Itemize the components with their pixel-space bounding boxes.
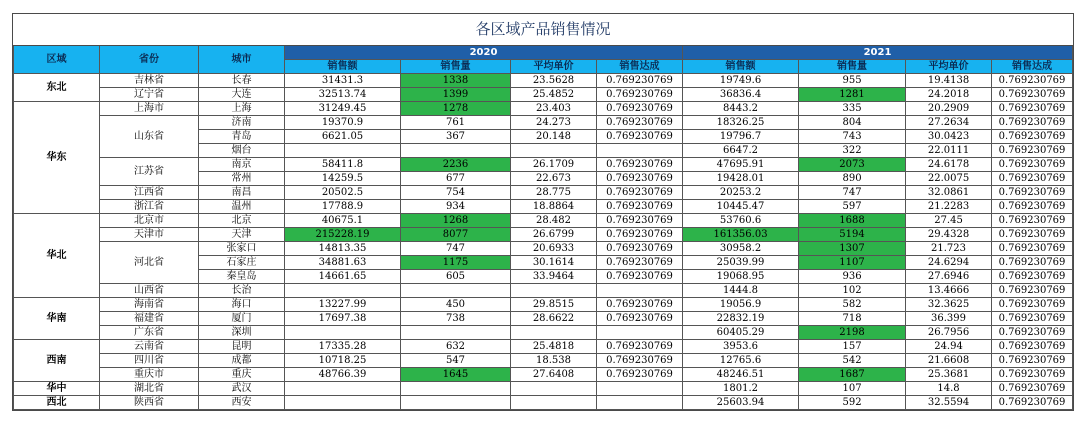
table-row <box>14 116 1073 130</box>
qty-cell-y2020: 934 <box>401 200 511 214</box>
city-cell: 武汉 <box>199 382 285 396</box>
sales-cell-y2021: 10445.47 <box>683 200 799 214</box>
table-row <box>14 88 1073 102</box>
qty-cell-y2021: 955 <box>799 74 906 88</box>
sales-cell-y2021: 19749.6 <box>683 74 799 88</box>
header-year-2021: 2021 <box>683 46 1073 60</box>
table-row <box>14 368 1073 382</box>
rate-cell-y2020: 0.769230769 <box>597 172 683 186</box>
city-cell: 温州 <box>199 200 285 214</box>
city-cell: 昆明 <box>199 340 285 354</box>
rate-cell-y2021: 0.769230769 <box>992 158 1073 172</box>
rate-cell-y2020: 0.769230769 <box>597 298 683 312</box>
qty-cell-y2021: 322 <box>799 144 906 158</box>
rate-cell-y2021: 0.769230769 <box>992 340 1073 354</box>
province-cell: 山西省 <box>100 284 199 298</box>
province-cell: 北京市 <box>100 214 199 228</box>
price-cell-y2021: 13.4666 <box>906 284 992 298</box>
price-cell-y2021: 25.3681 <box>906 368 992 382</box>
sales-cell-y2021: 1801.2 <box>683 382 799 396</box>
city-cell: 张家口 <box>199 242 285 256</box>
province-cell: 云南省 <box>100 340 199 354</box>
rate-cell-y2020: 0.769230769 <box>597 368 683 382</box>
sales-cell-y2021: 60405.29 <box>683 326 799 340</box>
rate-cell-y2020: 0.769230769 <box>597 312 683 326</box>
rate-cell-y2020: 0.769230769 <box>597 158 683 172</box>
sales-cell-y2021: 18326.25 <box>683 116 799 130</box>
qty-cell-y2020 <box>401 284 511 298</box>
table-row <box>14 382 1073 396</box>
province-cell: 江西省 <box>100 186 199 200</box>
qty-cell-y2021: 592 <box>799 396 906 410</box>
rate-cell-y2020: 0.769230769 <box>597 74 683 88</box>
price-cell-y2021: 30.0423 <box>906 130 992 144</box>
qty-cell-y2021: 582 <box>799 298 906 312</box>
table-row <box>14 74 1073 88</box>
price-cell-y2021: 22.0111 <box>906 144 992 158</box>
qty-cell-y2021: 804 <box>799 116 906 130</box>
price-cell-y2020: 25.4852 <box>511 88 597 102</box>
sales-cell-y2020: 58411.8 <box>285 158 401 172</box>
price-cell-y2020: 33.9464 <box>511 270 597 284</box>
sales-cell-y2020: 34881.63 <box>285 256 401 270</box>
rate-cell-y2020: 0.769230769 <box>597 116 683 130</box>
sales-cell-y2020: 40675.1 <box>285 214 401 228</box>
price-cell-y2021: 14.8 <box>906 382 992 396</box>
rate-cell-y2020: 0.769230769 <box>597 200 683 214</box>
price-cell-y2021: 26.7956 <box>906 326 992 340</box>
rate-cell-y2020: 0.769230769 <box>597 186 683 200</box>
province-cell: 重庆市 <box>100 368 199 382</box>
city-cell: 上海 <box>199 102 285 116</box>
rate-cell-y2021: 0.769230769 <box>992 242 1073 256</box>
sales-cell-y2021: 20253.2 <box>683 186 799 200</box>
sales-cell-y2020 <box>285 396 401 410</box>
sales-cell-y2021: 161356.03 <box>683 228 799 242</box>
table-row <box>14 354 1073 368</box>
qty-cell-y2020: 1268 <box>401 214 511 228</box>
sales-report <box>12 13 1074 411</box>
sales-cell-y2020 <box>285 382 401 396</box>
price-cell-y2021: 24.2018 <box>906 88 992 102</box>
sales-cell-y2020 <box>285 284 401 298</box>
sales-cell-y2021: 22832.19 <box>683 312 799 326</box>
price-cell-y2021: 36.399 <box>906 312 992 326</box>
rate-cell-y2021: 0.769230769 <box>992 200 1073 214</box>
rate-cell-y2020: 0.769230769 <box>597 88 683 102</box>
sales-cell-y2021: 1444.8 <box>683 284 799 298</box>
price-cell-y2020: 23.5628 <box>511 74 597 88</box>
province-cell: 陕西省 <box>100 396 199 410</box>
city-cell: 大连 <box>199 88 285 102</box>
qty-cell-y2021: 890 <box>799 172 906 186</box>
table-row <box>14 396 1073 410</box>
header-year-2020: 2020 <box>285 46 683 60</box>
qty-cell-y2020 <box>401 144 511 158</box>
province-cell: 湖北省 <box>100 382 199 396</box>
rate-cell-y2021: 0.769230769 <box>992 144 1073 158</box>
sales-cell-y2021: 12765.6 <box>683 354 799 368</box>
price-cell-y2021: 29.4328 <box>906 228 992 242</box>
sales-cell-y2020: 14259.5 <box>285 172 401 186</box>
qty-cell-y2020: 1338 <box>401 74 511 88</box>
city-cell: 南京 <box>199 158 285 172</box>
price-cell-y2021: 19.4138 <box>906 74 992 88</box>
region-cell: 西南 <box>14 340 100 382</box>
table-row <box>14 312 1073 326</box>
qty-cell-y2020: 761 <box>401 116 511 130</box>
header-2020-price: 平均单价 <box>511 60 597 74</box>
qty-cell-y2021: 747 <box>799 186 906 200</box>
sales-cell-y2020: 31249.45 <box>285 102 401 116</box>
province-cell: 江苏省 <box>100 158 199 186</box>
sales-cell-y2021: 19796.7 <box>683 130 799 144</box>
price-cell-y2021: 20.2909 <box>906 102 992 116</box>
price-cell-y2021: 32.3625 <box>906 298 992 312</box>
qty-cell-y2021: 1307 <box>799 242 906 256</box>
price-cell-y2020: 18.538 <box>511 354 597 368</box>
rate-cell-y2020: 0.769230769 <box>597 214 683 228</box>
price-cell-y2021: 24.6294 <box>906 256 992 270</box>
price-cell-y2020: 25.4818 <box>511 340 597 354</box>
qty-cell-y2021: 1281 <box>799 88 906 102</box>
city-cell: 青岛 <box>199 130 285 144</box>
qty-cell-y2020: 450 <box>401 298 511 312</box>
table-body <box>14 74 1073 410</box>
price-cell-y2020: 26.1709 <box>511 158 597 172</box>
province-cell: 上海市 <box>100 102 199 116</box>
qty-cell-y2021: 107 <box>799 382 906 396</box>
qty-cell-y2021: 1688 <box>799 214 906 228</box>
sales-cell-y2020: 48766.39 <box>285 368 401 382</box>
sales-cell-y2020: 10718.25 <box>285 354 401 368</box>
region-cell: 西北 <box>14 396 100 410</box>
table-row <box>14 158 1073 172</box>
qty-cell-y2020: 747 <box>401 242 511 256</box>
price-cell-y2020: 30.1614 <box>511 256 597 270</box>
region-cell: 华东 <box>14 102 100 214</box>
province-cell: 吉林省 <box>100 74 199 88</box>
city-cell: 南昌 <box>199 186 285 200</box>
rate-cell-y2021: 0.769230769 <box>992 74 1073 88</box>
table-row <box>14 326 1073 340</box>
header-2021-qty: 销售量 <box>799 60 906 74</box>
city-cell: 厦门 <box>199 312 285 326</box>
region-cell: 华北 <box>14 214 100 298</box>
qty-cell-y2021: 1687 <box>799 368 906 382</box>
region-cell: 东北 <box>14 74 100 102</box>
rate-cell-y2021: 0.769230769 <box>992 368 1073 382</box>
price-cell-y2020: 28.775 <box>511 186 597 200</box>
sales-table <box>13 46 1073 410</box>
rate-cell-y2021: 0.769230769 <box>992 298 1073 312</box>
sales-cell-y2021: 3953.6 <box>683 340 799 354</box>
qty-cell-y2021: 936 <box>799 270 906 284</box>
city-cell: 济南 <box>199 116 285 130</box>
qty-cell-y2020: 1645 <box>401 368 511 382</box>
qty-cell-y2021: 597 <box>799 200 906 214</box>
price-cell-y2020 <box>511 382 597 396</box>
qty-cell-y2020: 8077 <box>401 228 511 242</box>
city-cell: 长治 <box>199 284 285 298</box>
sales-cell-y2021: 53760.6 <box>683 214 799 228</box>
sales-cell-y2021: 25603.94 <box>683 396 799 410</box>
sales-cell-y2021: 47695.91 <box>683 158 799 172</box>
price-cell-y2020: 23.403 <box>511 102 597 116</box>
qty-cell-y2021: 335 <box>799 102 906 116</box>
price-cell-y2020: 18.8864 <box>511 200 597 214</box>
qty-cell-y2021: 718 <box>799 312 906 326</box>
city-cell: 深圳 <box>199 326 285 340</box>
city-cell: 海口 <box>199 298 285 312</box>
qty-cell-y2021: 542 <box>799 354 906 368</box>
rate-cell-y2020 <box>597 326 683 340</box>
sales-cell-y2020: 14813.35 <box>285 242 401 256</box>
city-cell: 石家庄 <box>199 256 285 270</box>
city-cell: 成都 <box>199 354 285 368</box>
price-cell-y2021: 32.5594 <box>906 396 992 410</box>
header-city: 城市 <box>199 46 285 74</box>
header-province: 省份 <box>100 46 199 74</box>
city-cell: 重庆 <box>199 368 285 382</box>
price-cell-y2021: 21.6608 <box>906 354 992 368</box>
sales-cell-y2021: 36836.4 <box>683 88 799 102</box>
sales-cell-y2020 <box>285 144 401 158</box>
rate-cell-y2021: 0.769230769 <box>992 228 1073 242</box>
header-region: 区域 <box>14 46 100 74</box>
region-cell: 华中 <box>14 382 100 396</box>
rate-cell-y2021: 0.769230769 <box>992 172 1073 186</box>
sales-cell-y2021: 19428.01 <box>683 172 799 186</box>
price-cell-y2020: 28.482 <box>511 214 597 228</box>
province-cell: 广东省 <box>100 326 199 340</box>
table-row <box>14 200 1073 214</box>
qty-cell-y2020: 1175 <box>401 256 511 270</box>
rate-cell-y2021: 0.769230769 <box>992 312 1073 326</box>
city-cell: 常州 <box>199 172 285 186</box>
sales-cell-y2021: 6647.2 <box>683 144 799 158</box>
qty-cell-y2021: 102 <box>799 284 906 298</box>
price-cell-y2021: 21.723 <box>906 242 992 256</box>
region-cell: 华南 <box>14 298 100 340</box>
qty-cell-y2020: 738 <box>401 312 511 326</box>
qty-cell-y2020: 367 <box>401 130 511 144</box>
province-cell: 天津市 <box>100 228 199 242</box>
table-row <box>14 214 1073 228</box>
price-cell-y2020: 24.273 <box>511 116 597 130</box>
header-2021-sales: 销售额 <box>683 60 799 74</box>
rate-cell-y2021: 0.769230769 <box>992 88 1073 102</box>
rate-cell-y2021: 0.769230769 <box>992 186 1073 200</box>
qty-cell-y2020 <box>401 396 511 410</box>
rate-cell-y2020 <box>597 144 683 158</box>
price-cell-y2021: 22.0075 <box>906 172 992 186</box>
sales-cell-y2020: 215228.19 <box>285 228 401 242</box>
table-row <box>14 340 1073 354</box>
price-cell-y2020: 28.6622 <box>511 312 597 326</box>
province-cell: 四川省 <box>100 354 199 368</box>
rate-cell-y2021: 0.769230769 <box>992 396 1073 410</box>
qty-cell-y2020: 2236 <box>401 158 511 172</box>
sales-cell-y2020: 31431.3 <box>285 74 401 88</box>
qty-cell-y2021: 2073 <box>799 158 906 172</box>
qty-cell-y2020 <box>401 382 511 396</box>
province-cell: 海南省 <box>100 298 199 312</box>
rate-cell-y2020: 0.769230769 <box>597 228 683 242</box>
price-cell-y2020: 26.6799 <box>511 228 597 242</box>
table-row <box>14 228 1073 242</box>
price-cell-y2021: 27.6946 <box>906 270 992 284</box>
rate-cell-y2020 <box>597 382 683 396</box>
sales-cell-y2020: 14661.65 <box>285 270 401 284</box>
province-cell: 福建省 <box>100 312 199 326</box>
table-row <box>14 298 1073 312</box>
qty-cell-y2020: 1399 <box>401 88 511 102</box>
qty-cell-y2021: 157 <box>799 340 906 354</box>
rate-cell-y2020 <box>597 284 683 298</box>
price-cell-y2020 <box>511 396 597 410</box>
qty-cell-y2020: 754 <box>401 186 511 200</box>
sales-cell-y2020: 17697.38 <box>285 312 401 326</box>
rate-cell-y2020: 0.769230769 <box>597 270 683 284</box>
sales-cell-y2020: 13227.99 <box>285 298 401 312</box>
rate-cell-y2021: 0.769230769 <box>992 130 1073 144</box>
price-cell-y2021: 21.2283 <box>906 200 992 214</box>
qty-cell-y2021: 2198 <box>799 326 906 340</box>
city-cell: 烟台 <box>199 144 285 158</box>
qty-cell-y2020: 1278 <box>401 102 511 116</box>
city-cell: 西安 <box>199 396 285 410</box>
rate-cell-y2021: 0.769230769 <box>992 102 1073 116</box>
qty-cell-y2021: 5194 <box>799 228 906 242</box>
rate-cell-y2020: 0.769230769 <box>597 354 683 368</box>
price-cell-y2021: 27.2634 <box>906 116 992 130</box>
price-cell-y2020: 27.6408 <box>511 368 597 382</box>
rate-cell-y2020 <box>597 396 683 410</box>
price-cell-y2020 <box>511 284 597 298</box>
qty-cell-y2021: 743 <box>799 130 906 144</box>
city-cell: 北京 <box>199 214 285 228</box>
price-cell-y2020: 20.6933 <box>511 242 597 256</box>
city-cell: 天津 <box>199 228 285 242</box>
price-cell-y2021: 24.6178 <box>906 158 992 172</box>
qty-cell-y2021: 1107 <box>799 256 906 270</box>
rate-cell-y2021: 0.769230769 <box>992 256 1073 270</box>
rate-cell-y2021: 0.769230769 <box>992 382 1073 396</box>
qty-cell-y2020: 547 <box>401 354 511 368</box>
price-cell-y2020 <box>511 326 597 340</box>
province-cell: 浙江省 <box>100 200 199 214</box>
rate-cell-y2021: 0.769230769 <box>992 284 1073 298</box>
rate-cell-y2021: 0.769230769 <box>992 270 1073 284</box>
report-title: 各区域产品销售情况 <box>13 14 1073 46</box>
rate-cell-y2021: 0.769230769 <box>992 116 1073 130</box>
sales-cell-y2020: 17335.28 <box>285 340 401 354</box>
rate-cell-y2020: 0.769230769 <box>597 102 683 116</box>
price-cell-y2021: 24.94 <box>906 340 992 354</box>
province-cell: 辽宁省 <box>100 88 199 102</box>
price-cell-y2021: 32.0861 <box>906 186 992 200</box>
rate-cell-y2020: 0.769230769 <box>597 242 683 256</box>
rate-cell-y2020: 0.769230769 <box>597 256 683 270</box>
rate-cell-y2021: 0.769230769 <box>992 214 1073 228</box>
rate-cell-y2020: 0.769230769 <box>597 130 683 144</box>
sales-cell-y2020: 19370.9 <box>285 116 401 130</box>
rate-cell-y2021: 0.769230769 <box>992 326 1073 340</box>
sales-cell-y2021: 30958.2 <box>683 242 799 256</box>
sales-cell-y2020 <box>285 326 401 340</box>
qty-cell-y2020 <box>401 326 511 340</box>
sales-cell-y2021: 48246.51 <box>683 368 799 382</box>
qty-cell-y2020: 632 <box>401 340 511 354</box>
price-cell-y2020: 22.673 <box>511 172 597 186</box>
sales-cell-y2021: 19056.9 <box>683 298 799 312</box>
header-2021-price: 平均单价 <box>906 60 992 74</box>
sales-cell-y2021: 25039.99 <box>683 256 799 270</box>
header-2021-rate: 销售达成 <box>992 60 1073 74</box>
city-cell: 秦皇岛 <box>199 270 285 284</box>
table-row <box>14 102 1073 116</box>
header-2020-sales: 销售额 <box>285 60 401 74</box>
qty-cell-y2020: 677 <box>401 172 511 186</box>
sales-cell-y2020: 17788.9 <box>285 200 401 214</box>
qty-cell-y2020: 605 <box>401 270 511 284</box>
sales-cell-y2021: 8443.2 <box>683 102 799 116</box>
price-cell-y2020: 29.8515 <box>511 298 597 312</box>
table-row <box>14 284 1073 298</box>
city-cell: 长春 <box>199 74 285 88</box>
table-row <box>14 242 1073 256</box>
province-cell: 山东省 <box>100 116 199 158</box>
header-2020-qty: 销售量 <box>401 60 511 74</box>
price-cell-y2020 <box>511 144 597 158</box>
sales-cell-y2020: 20502.5 <box>285 186 401 200</box>
rate-cell-y2020: 0.769230769 <box>597 340 683 354</box>
sales-cell-y2021: 19068.95 <box>683 270 799 284</box>
table-row <box>14 186 1073 200</box>
header-2020-rate: 销售达成 <box>597 60 683 74</box>
province-cell: 河北省 <box>100 242 199 284</box>
price-cell-y2021: 27.45 <box>906 214 992 228</box>
sales-cell-y2020: 6621.05 <box>285 130 401 144</box>
sales-cell-y2020: 32513.74 <box>285 88 401 102</box>
rate-cell-y2021: 0.769230769 <box>992 354 1073 368</box>
price-cell-y2020: 20.148 <box>511 130 597 144</box>
